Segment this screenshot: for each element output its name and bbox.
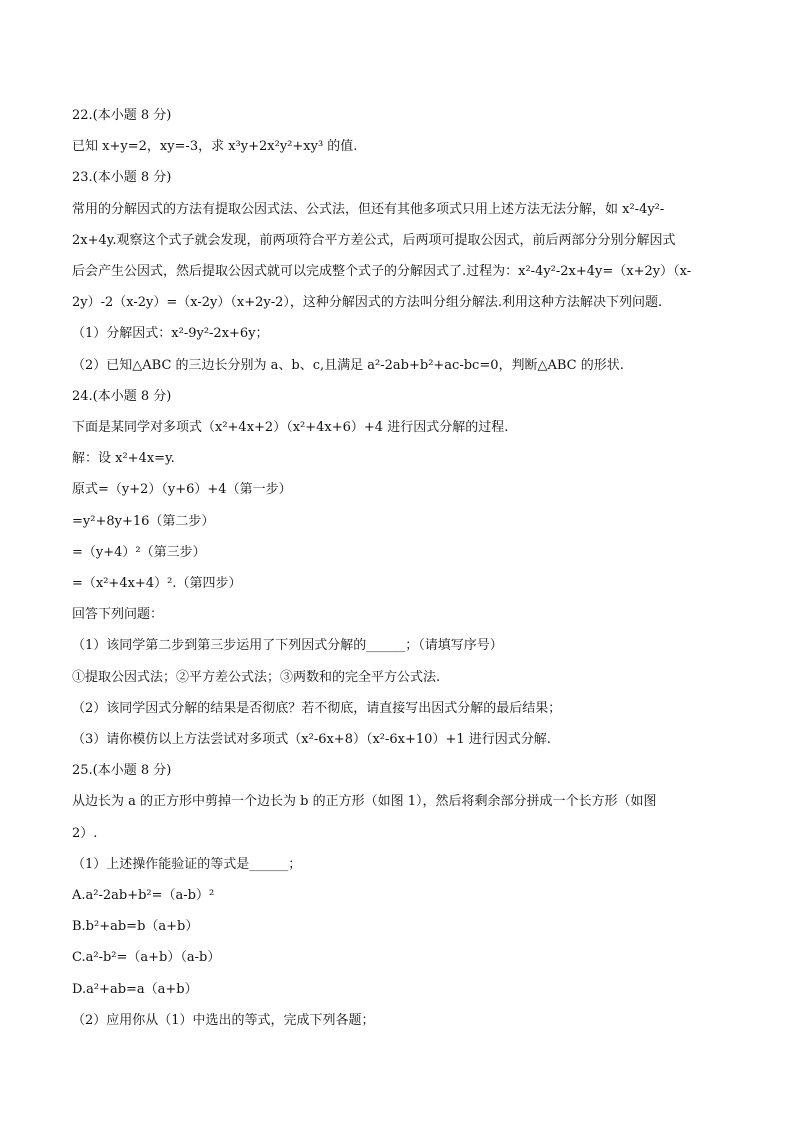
question-24-header: 24.(本小题 8 分) [72, 388, 172, 404]
question-24-part-1-options: ①提取公因式法；②平方差公式法；③两数和的完全平方公式法. [72, 669, 441, 685]
question-24-part-2: （2）该同学因式分解的结果是否彻底？若不彻底，请直接写出因式分解的最后结果； [72, 700, 562, 716]
question-25-part-1: （1）上述操作能验证的等式是______； [72, 856, 302, 872]
question-24-step-1: 原式=（y+2）（y+6）+4（第一步） [72, 482, 292, 498]
question-24-text: 下面是某同学对多项式（x²+4x+2）（x²+4x+6）+4 进行因式分解的过程. [72, 420, 509, 436]
question-25-part-2: （2）应用你从（1）中选出的等式，完成下列各题； [72, 1012, 375, 1028]
question-25-option-c: C.a²-b²=（a+b）（a-b） [72, 950, 221, 966]
question-25-text-line-2: 2）. [72, 825, 98, 841]
question-23-text-line-2: 2x+4y.观察这个式子就会发现，前两项符合平方差公式，后两项可提取公因式，前后两部分分别分解因式 [72, 232, 676, 248]
question-24-step-4: =（x²+4x+4）².（第四步） [72, 576, 242, 592]
question-24-part-1: （1）该同学第二步到第三步运用了下列因式分解的______；（请填写序号） [72, 638, 503, 654]
question-24-part-3: （3）请你模仿以上方法尝试对多项式（x²-6x+8）（x²-6x+10）+1 进行因式分解. [72, 732, 551, 748]
question-25-option-a: A.a²-2ab+b²=（a-b）² [72, 888, 215, 904]
question-25-text-line-1: 从边长为 a 的正方形中剪掉一个边长为 b 的正方形（如图 1），然后将剩余部分拼成一个长方形（如图 [72, 794, 657, 810]
document-body [72, 100, 722, 1036]
question-24-solution-intro: 解：设 x²+4x=y. [72, 451, 175, 467]
question-23-text-line-1: 常用的分解因式的方法有提取公因式法、公式法，但还有其他多项式只用上述方法无法分解，如 x²-4y²- [72, 201, 665, 217]
question-24-step-3: =（y+4）²（第三步） [72, 544, 206, 560]
question-23-header: 23.(本小题 8 分) [72, 170, 172, 186]
question-23-text-line-3: 后会产生公因式，然后提取公因式就可以完成整个式子的分解因式了.过程为：x²-4y²-2x+4y=（x+2y）（x- [72, 264, 692, 280]
question-23-part-2: （2）已知△ABC 的三边长分别为 a、b、c,且满足 a²-2ab+b²+ac-bc=0，判断△ABC 的形状. [72, 357, 624, 373]
question-25-option-b: B.b²+ab=b（a+b） [72, 919, 199, 935]
question-23-text-line-4: 2y）-2（x-2y）=（x-2y）（x+2y-2），这种分解因式的方法叫分组分解法.利用这种方法解决下列问题. [72, 295, 663, 311]
question-23-part-1: （1）分解因式：x²-9y²-2x+6y； [72, 326, 269, 342]
question-24-answer-prompt: 回答下列问题： [72, 607, 164, 623]
question-25-header: 25.(本小题 8 分) [72, 763, 172, 779]
question-24-step-2: =y²+8y+16（第二步） [72, 513, 215, 529]
question-25-option-d: D.a²+ab=a（a+b） [72, 981, 198, 997]
question-22-text: 已知 x+y=2，xy=-3，求 x³y+2x²y²+xy³ 的值. [72, 139, 358, 155]
question-22-header: 22.(本小题 8 分) [72, 108, 172, 123]
